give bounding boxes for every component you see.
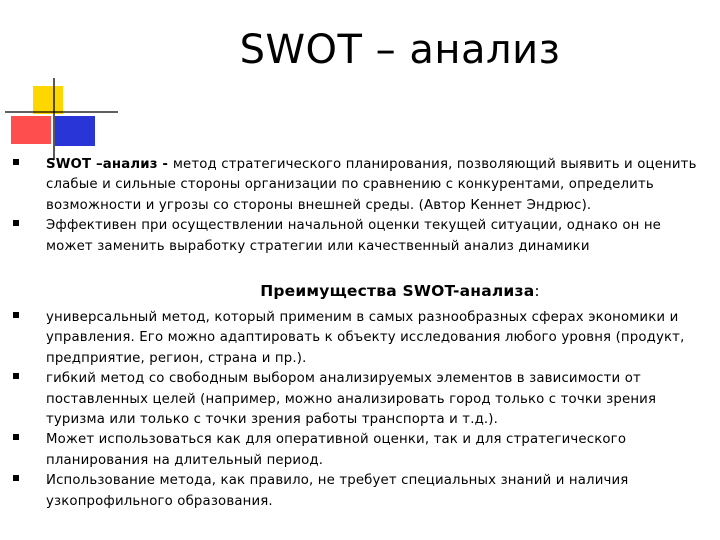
square-bullet-icon [13,434,19,440]
advantage-text: Использование метода, как правило, не требует специальных знаний и наличия узкопрофильного образования. [46,473,629,509]
list-item [0,153,720,214]
list-item [0,367,720,428]
square-bullet-icon [13,220,19,226]
list-item [0,469,720,510]
square-bullet-icon [13,159,19,165]
square-bullet-icon [13,312,19,318]
decorative-squares-logo [0,0,120,160]
list-item [0,214,720,255]
deco-yellow-square [33,86,63,114]
intro-list [0,153,720,255]
advantages-heading: Преимущества SWOT-анализа: [260,282,540,300]
advantages-list [0,306,720,510]
list-item [0,306,720,367]
deco-red-square [11,116,51,144]
deco-blue-square [55,116,95,146]
advantage-text: Может использоваться как для оперативной оценки, так и для стратегического планирования на длительный период. [46,432,627,468]
list-item [0,428,720,469]
effectiveness-text: Эффективен при осуществлении начальной оценки текущей ситуации, однако он не может заменить выработку стратегии или качественный анализ динамики [46,218,661,254]
definition-lead: SWOT –анализ - [46,157,173,172]
page-title: SWOT – анализ [239,27,561,73]
definition-text: метод стратегического планирования, позволяющий выявить и оценить слабые и сильные стороны организации по сравнению с конкурентами, определить возможности и угрозы со стороны внешней среды. (Автор Кеннет Эндрюс). [46,157,697,213]
square-bullet-icon [13,475,19,481]
advantage-text: универсальный метод, который применим в самых разнообразных сферах экономики и управления. Его можно адаптировать к объекту исследования любого уровня (продукт, предприятие, регион, страна и пр.). [46,310,685,366]
advantage-text: гибкий метод со свободным выбором анализируемых элементов в зависимости от поставленных целей (например, можно анализировать город только с точки зрения туризма или только с точки зрения работы транспорта и т.д.). [46,371,657,428]
square-bullet-icon [13,373,19,379]
